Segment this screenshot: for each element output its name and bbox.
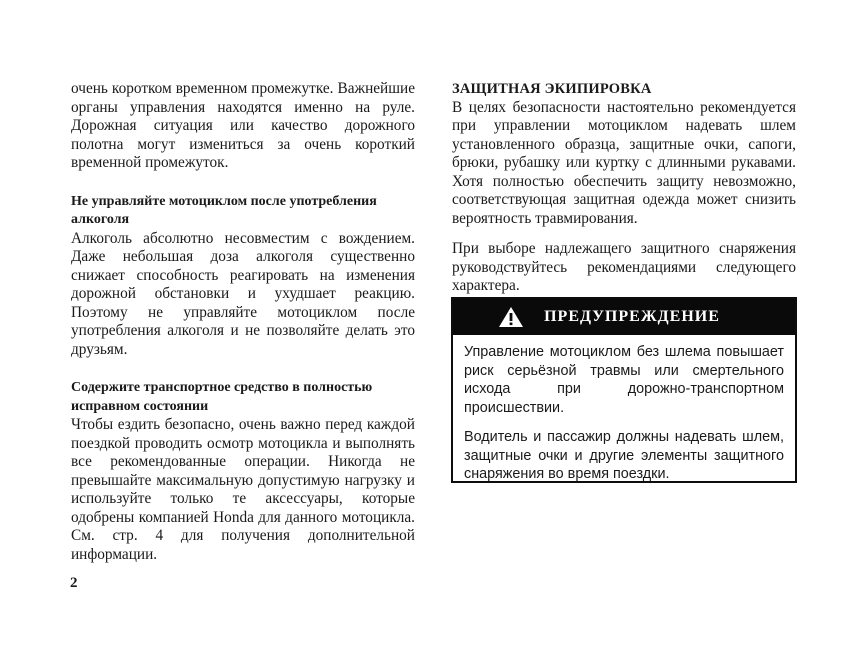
section-alcohol	[71, 193, 415, 360]
section-heading: Содержите транспортное средство в полностью исправном состоянии	[71, 380, 373, 414]
right-column	[452, 80, 796, 296]
section-body: Чтобы ездить безопасно, очень важно перед каждой поездкой проводить осмотр мотоцикла и выполнять все рекомендованные операции. Никогда не превышайте максимальную допустимую нагрузку и используйте только те аксессуары, которые одобрены компанией Honda для данного мотоцикла. См. стр. 4 для получения дополнительной информации.	[71, 416, 415, 563]
section-title: ЗАЩИТНАЯ ЭКИПИРОВКА	[452, 81, 652, 97]
section-body: Алкоголь абсолютно несовместим с вождением. Даже небольшая доза алкоголя существенно снижает способность реагировать на изменения дорожной обстановки и ухудшает реакцию. Поэтому не управляйте мотоциклом после употребления алкоголя и не позволяйте делать это друзьям.	[71, 229, 415, 358]
warning-triangle-icon	[498, 306, 524, 328]
warning-body	[453, 335, 795, 484]
protective-gear-paragraph: В целях безопасности настоятельно рекомендуется при управлении мотоциклом надевать шлем установленного образца, защитные очки, сапоги, брюки, рубашку или куртку с длинными рукавами. Хотя полностью обеспечить защиту невозможно, соответствующая защитная одежда может снизить вероятность травмирования.	[452, 98, 796, 227]
section-heading: Не управляйте мотоциклом после употребления алкоголя	[71, 193, 377, 227]
page-number: 2	[70, 575, 78, 591]
selection-guidance-paragraph: При выборе надлежащего защитного снаряжения руководствуйтесь рекомендациями следующего характера.	[452, 240, 796, 294]
intro-paragraph: очень коротком временном промежутке. Важнейшие органы управления находятся именно на руле. Дорожная ситуация или качество дорожного полотна могут измениться за очень короткий временной промежуток.	[71, 80, 415, 171]
warning-title: ПРЕДУПРЕЖДЕНИЕ	[544, 308, 720, 325]
section-vehicle-condition	[71, 379, 415, 564]
warning-header	[453, 299, 795, 335]
warning-paragraph: Управление мотоциклом без шлема повышает риск серьёзной травмы или смертельного исхода при дорожно-транспортном происшествии.	[464, 344, 784, 416]
left-column	[71, 80, 415, 564]
warning-box	[451, 297, 797, 483]
warning-paragraph: Водитель и пассажир должны надевать шлем, защитные очки и другие элементы защитного снаряжения во время поездки.	[464, 429, 784, 482]
